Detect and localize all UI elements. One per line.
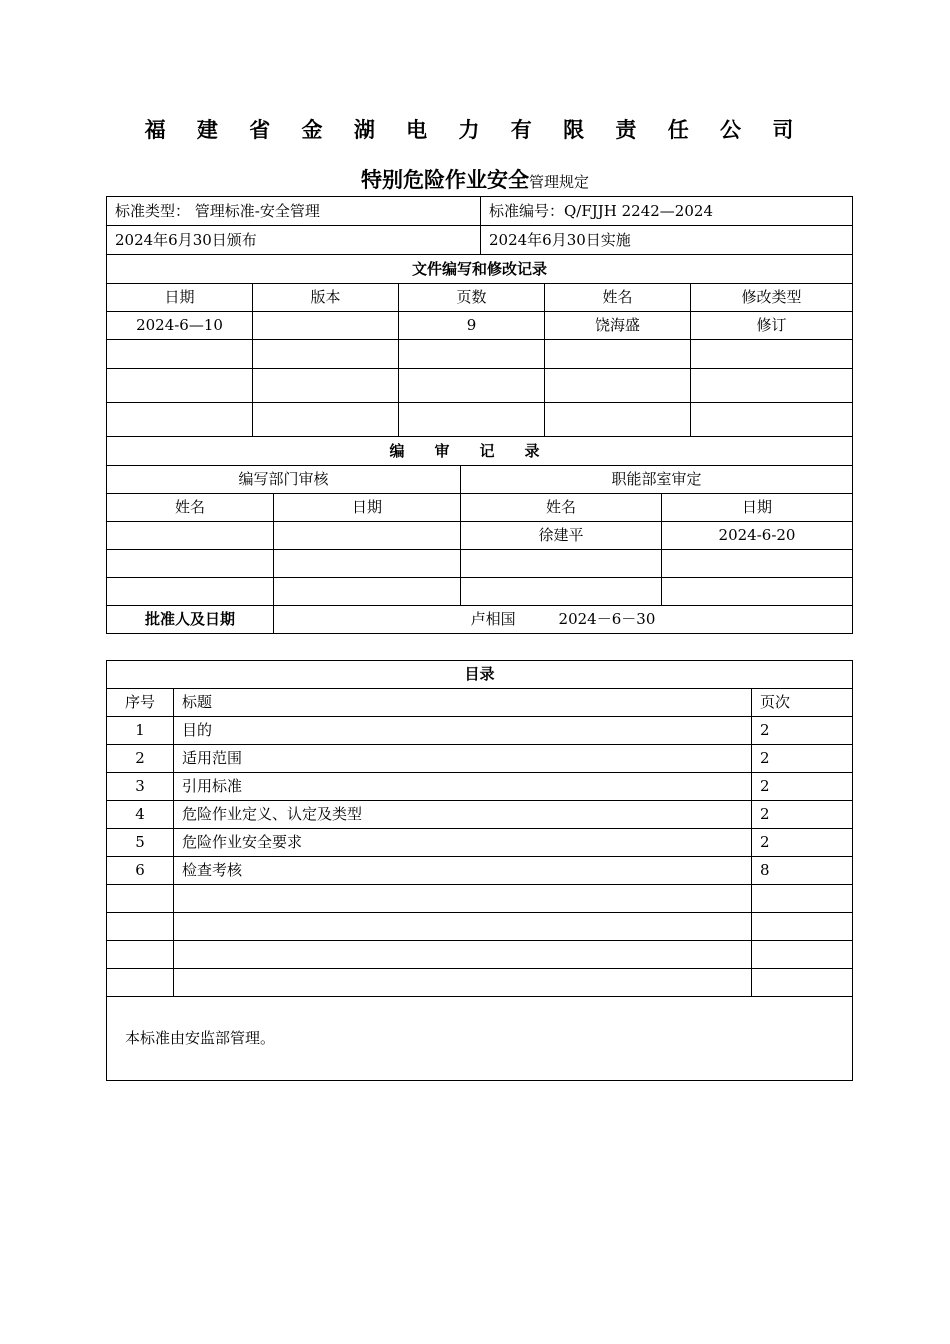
revision-cell [691,369,853,403]
toc-page [752,941,853,969]
footer-note: 本标准由安监部管理。 [107,997,853,1081]
review-header-name: 姓名 [107,494,274,522]
approval-label: 批准人及日期 [107,606,274,634]
revision-cell: 2024-6—10 [107,312,253,340]
review-table [106,436,853,634]
revision-cell: 饶海盛 [545,312,691,340]
standard-type: 标准类型： 管理标准-安全管理 [107,197,481,226]
review-cell [662,550,853,578]
table-row [107,829,853,857]
table-row [107,941,853,969]
toc-number: 2 [107,745,174,773]
revision-header-pages: 页数 [399,284,545,312]
toc-page: 2 [752,829,853,857]
toc-header-page: 页次 [752,689,853,717]
revision-cell [399,369,545,403]
toc-entry-title: 危险作业定义、认定及类型 [174,801,752,829]
table-row [107,717,853,745]
toc-entry-title: 适用范围 [174,745,752,773]
review-cell [662,578,853,606]
revision-cell [107,340,253,369]
revision-title: 文件编写和修改记录 [107,255,853,284]
revision-header-row [107,284,853,312]
title-suffix: 管理规定 [528,173,589,191]
toc-page: 2 [752,801,853,829]
toc-number [107,941,174,969]
table-row [107,578,853,606]
toc-entry-title [174,885,752,913]
toc-number: 3 [107,773,174,801]
toc-number: 1 [107,717,174,745]
standard-number: 标准编号：Q/FJJH 2242—2024 [481,197,853,226]
effective-date: 2024年6月30日实施 [481,226,853,255]
table-row [107,369,853,403]
review-header-name: 姓名 [461,494,662,522]
revision-cell [399,403,545,437]
table-row [107,403,853,437]
review-title: 编审记录 [107,437,853,466]
revision-cell [253,340,399,369]
toc-page: 2 [752,773,853,801]
review-cell [107,578,274,606]
toc-number [107,885,174,913]
review-header-date: 日期 [274,494,461,522]
toc-header-no: 序号 [107,689,174,717]
toc-number [107,913,174,941]
toc-page [752,969,853,997]
revision-header-type: 修改类型 [691,284,853,312]
revision-header-date: 日期 [107,284,253,312]
toc-entry-title [174,969,752,997]
toc-entry-title: 目的 [174,717,752,745]
toc-page [752,885,853,913]
toc-header-row [107,689,853,717]
revision-cell [107,403,253,437]
revision-cell [545,340,691,369]
review-cell [274,522,461,550]
revision-cell: 9 [399,312,545,340]
table-row [107,550,853,578]
toc-page: 8 [752,857,853,885]
toc-title: 目录 [107,661,853,689]
toc-entry-title: 检查考核 [174,857,752,885]
table-row [107,745,853,773]
review-header-row [107,494,853,522]
revision-cell [253,312,399,340]
review-left-group: 编写部门审核 [107,466,461,494]
table-row [107,522,853,550]
toc-entry-title: 引用标准 [174,773,752,801]
revision-cell: 修订 [691,312,853,340]
document-title [0,164,950,194]
review-cell [274,578,461,606]
revision-cell [253,369,399,403]
revision-cell [107,369,253,403]
revision-cell [399,340,545,369]
company-name: 福 建 省 金 湖 电 力 有 限 责 任 公 司 [144,117,806,142]
revision-cell [691,340,853,369]
table-row [107,969,853,997]
review-cell: 2024-6-20 [662,522,853,550]
toc-table [106,660,853,1081]
review-cell [461,550,662,578]
toc-number: 6 [107,857,174,885]
review-cell: 徐建平 [461,522,662,550]
toc-page [752,913,853,941]
review-cell [274,550,461,578]
revision-cell [253,403,399,437]
revision-cell [691,403,853,437]
table-row [107,340,853,369]
toc-page: 2 [752,717,853,745]
review-cell [461,578,662,606]
revision-header-name: 姓名 [545,284,691,312]
toc-entry-title [174,913,752,941]
toc-entry-title: 危险作业安全要求 [174,829,752,857]
approval-value: 卢相国 2024－6－30 [274,606,853,634]
title-main: 特别危险作业安全 [360,168,529,192]
table-row [107,857,853,885]
table-row [107,312,853,340]
table-row [107,801,853,829]
revision-cell [545,369,691,403]
review-right-group: 职能部室审定 [461,466,853,494]
table-row [107,913,853,941]
toc-entry-title [174,941,752,969]
toc-header-title: 标题 [174,689,752,717]
review-header-date: 日期 [662,494,853,522]
review-cell [107,550,274,578]
table-row [107,773,853,801]
issue-date: 2024年6月30日颁布 [107,226,481,255]
toc-number: 4 [107,801,174,829]
table-row [107,885,853,913]
toc-number: 5 [107,829,174,857]
header-revision-table [106,196,853,437]
revision-header-version: 版本 [253,284,399,312]
revision-cell [545,403,691,437]
toc-number [107,969,174,997]
toc-page: 2 [752,745,853,773]
review-cell [107,522,274,550]
